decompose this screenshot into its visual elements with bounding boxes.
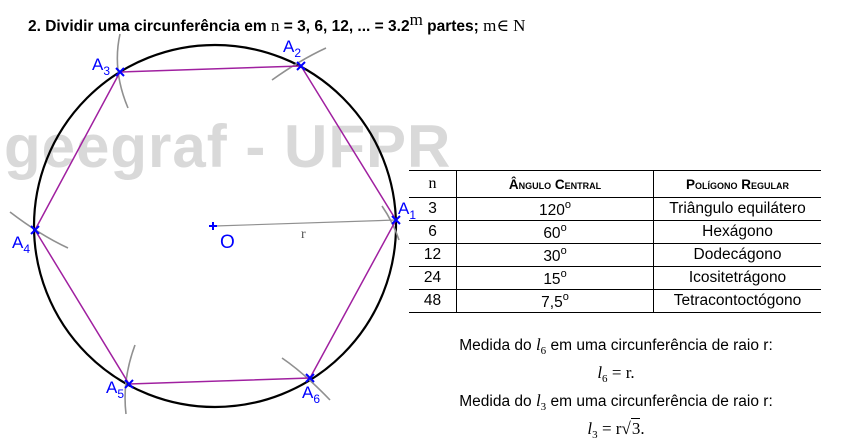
table-row [409,290,821,313]
table-row [409,221,821,244]
formulas [420,334,812,446]
sqrt-radicand: 3 [631,419,641,438]
vertex-label-a2: $A_2$ [283,37,302,60]
cell-polygon: Triângulo equilátero [654,198,822,221]
formula-l3: $l_3 = r√3$. [587,419,645,441]
title-sequence: = 3, 6, 12, ... = 3.2 [283,18,410,36]
title-n-symbol: n [270,16,280,36]
formula-l6-caption: Medida do $l_6$ em uma circunferência de raio r: [459,335,773,357]
cell-central-angle: 30$^o$ [457,244,654,267]
header-n: n [409,171,457,198]
center-marker [209,222,217,230]
cell-n: 12 [409,244,457,267]
header-central-angle: Ângulo Central [457,171,654,198]
table-row [409,267,821,290]
cell-central-angle: 120$^o$ [457,198,654,221]
radius-line [215,220,396,226]
table-row [409,198,821,221]
cell-polygon: Hexágono [654,221,822,244]
l6-symbol: $l_6$ [535,335,547,357]
cell-polygon: Icositetrágono [654,267,822,290]
l3-symbol: $l_3$ [535,391,547,413]
cell-central-angle: 60$^o$ [457,221,654,244]
cell-n: 6 [409,221,457,244]
title-suffix: partes; [427,18,479,36]
cell-polygon: Dodecágono [654,244,822,267]
center-label: O [220,232,235,253]
radius-label: r [301,227,306,242]
polygon-table [409,170,821,313]
cell-n: 3 [409,198,457,221]
formula-l3-caption: Medida do $l_3$ em uma circunferência de raio r: [459,391,773,413]
title-prefix: 2. Dividir uma circunferência em [28,18,267,36]
formula-l6: $l_6 = r$. [597,363,635,385]
title-exponent: m [409,10,423,29]
vertex-label-a4: $A_4$ [12,233,31,256]
table-header-row [409,171,821,198]
cell-central-angle: 15$^o$ [457,267,654,290]
cell-central-angle: 7,5$^o$ [457,290,654,313]
vertex-label-a5: $A_5$ [106,378,125,401]
title-condition: m∈ N [483,16,526,36]
table-row [409,244,821,267]
watermark: geegraf - UFPR [4,113,452,180]
cell-n: 48 [409,290,457,313]
vertex-label-a6: $A_6$ [302,383,321,406]
cell-polygon: Tetracontoctógono [654,290,822,313]
vertex-markers [31,62,400,388]
cell-n: 24 [409,267,457,290]
vertex-label-a3: $A_3$ [92,55,111,78]
header-regular-polygon: Polígono Regular [654,171,822,198]
vertex-label-a1: $A_1$ [398,199,417,222]
